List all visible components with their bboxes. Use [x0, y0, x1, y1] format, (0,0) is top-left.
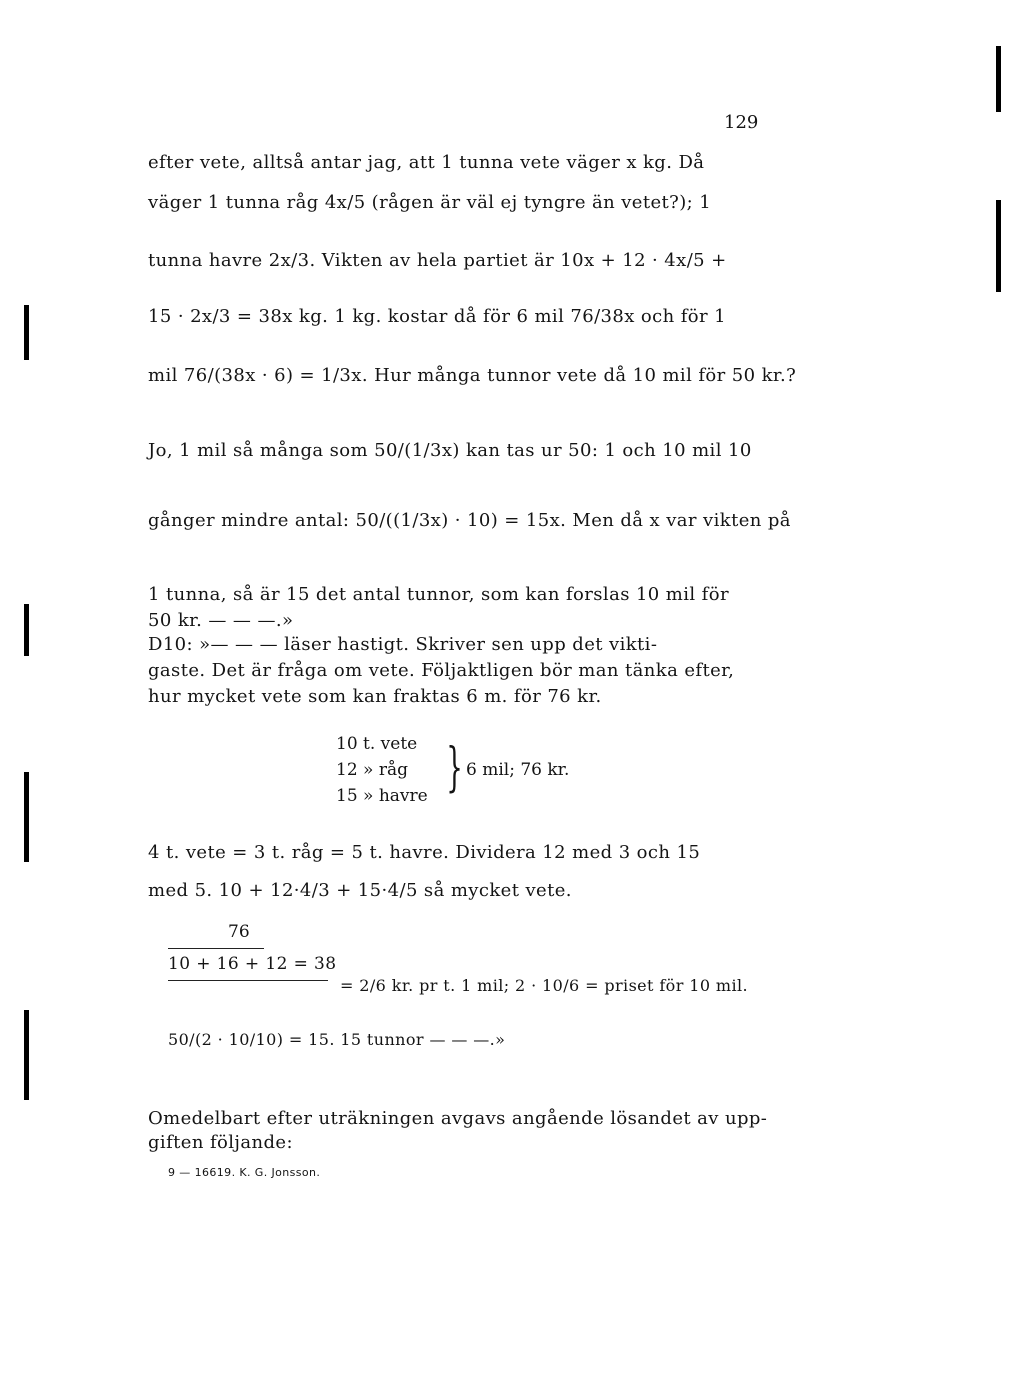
text-line: D10: »— — — läser hastigt. Skriver sen upp det vikti-: [148, 634, 658, 655]
margin-bar: [24, 1010, 29, 1100]
text-line: hur mycket vete som kan fraktas 6 m. för 76 kr.: [148, 686, 602, 707]
calc-rule: [168, 980, 328, 981]
text-line: väger 1 tunna råg 4x/5 (rågen är väl ej tyngre än vetet?); 1: [148, 192, 712, 213]
margin-bar: [24, 772, 29, 862]
table-suffix: 6 mil; 76 kr.: [466, 760, 570, 780]
calc-line: 4 t. vete = 3 t. råg = 5 t. havre. Dividera 12 med 3 och 15: [148, 842, 701, 863]
text-line: 1 tunna, så är 15 det antal tunnor, som kan forslas 10 mil för: [148, 584, 729, 605]
calc-rule: [168, 948, 264, 949]
text-line: mil 76/(38x · 6) = 1/3x. Hur många tunnor vete då 10 mil för 50 kr.?: [148, 365, 797, 386]
text-line: giften följande:: [148, 1132, 293, 1153]
calc-numerator: 76: [228, 922, 250, 942]
text-line: gånger mindre antal: 50/((1/3x) · 10) = 15x. Men då x var vikten på: [148, 510, 791, 531]
margin-bar: [996, 200, 1001, 292]
table-row: 12 » råg: [336, 760, 408, 780]
printer-mark: 9 — 16619. K. G. Jonsson.: [168, 1166, 321, 1179]
margin-bar: [24, 305, 29, 360]
text-line: gaste. Det är fråga om vete. Följaktligen bör man tänka efter,: [148, 660, 735, 681]
text-line: 15 · 2x/3 = 38x kg. 1 kg. kostar då för 6 mil 76/38x och för 1: [148, 306, 727, 327]
table-row: 15 » havre: [336, 786, 428, 806]
text-line: Omedelbart efter uträkningen avgavs angående lösandet av upp-: [148, 1108, 768, 1129]
calc-line: med 5. 10 + 12·4/3 + 15·4/5 så mycket vete.: [148, 880, 572, 901]
brace: }: [446, 738, 463, 798]
calc-expression: 10 + 16 + 12 = 38: [168, 954, 337, 974]
text-line: efter vete, alltså antar jag, att 1 tunna vete väger x kg. Då: [148, 152, 705, 173]
text-line: Jo, 1 mil så många som 50/(1/3x) kan tas ur 50: 1 och 10 mil 10: [148, 440, 752, 461]
calc-rest: = 2/6 kr. pr t. 1 mil; 2 · 10/6 = priset för 10 mil.: [340, 976, 748, 995]
page-number: 129: [724, 112, 759, 133]
margin-bar: [24, 604, 29, 656]
text-line: 50 kr. — — —.»: [148, 610, 294, 631]
margin-bar: [996, 46, 1001, 112]
table-row: 10 t. vete: [336, 734, 418, 754]
text-line: tunna havre 2x/3. Vikten av hela partiet är 10x + 12 · 4x/5 +: [148, 250, 727, 271]
calc-line: 50/(2 · 10/10) = 15. 15 tunnor — — —.»: [168, 1030, 506, 1049]
